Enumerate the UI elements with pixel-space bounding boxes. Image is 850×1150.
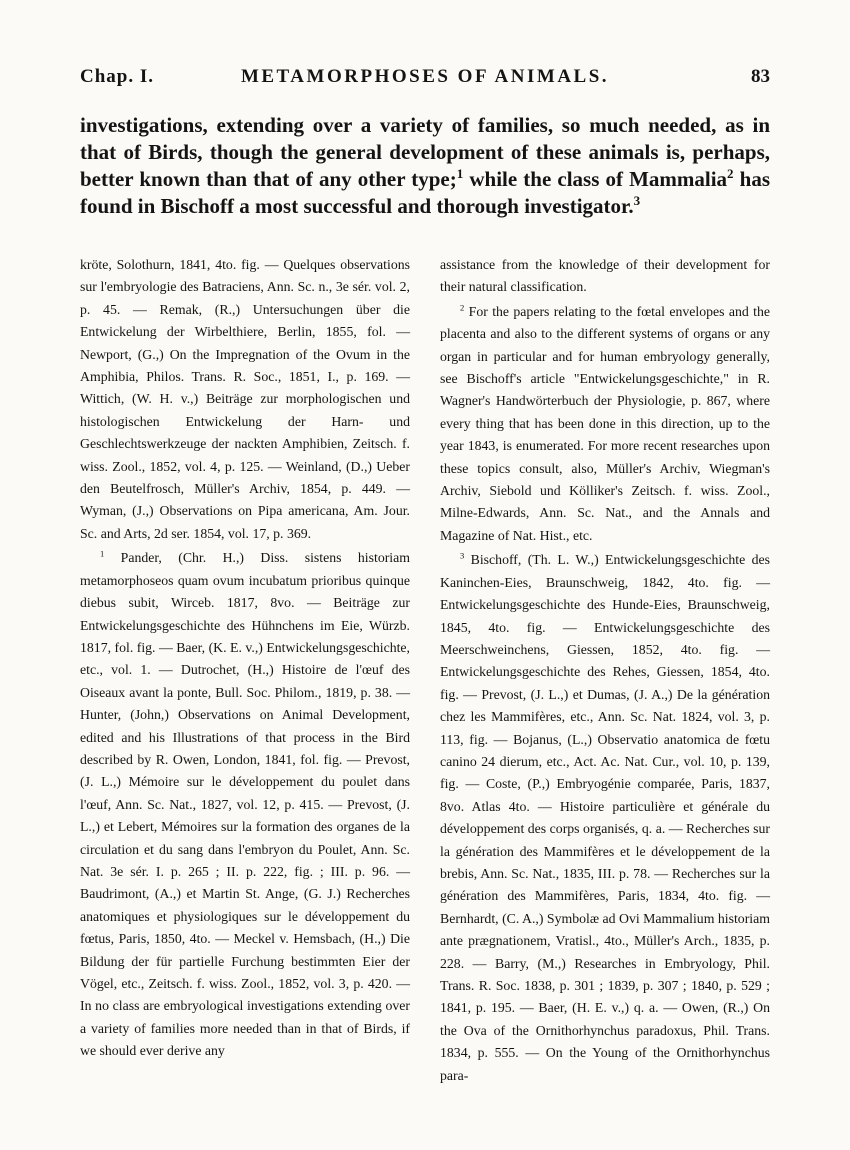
page-title: METAMORPHOSES OF ANIMALS. [240, 66, 610, 87]
running-header [80, 66, 770, 96]
main-text-part3: has found in Bischoff a most successful and thorough investigator. [80, 167, 771, 218]
footnote-continuation-left: kröte, Solothurn, 1841, 4to. fig. — Quelques observations sur l'embryologie des Batraciens, Ann. Sc. n., 3e sér. vol. 2, p. 45. — Remak, (R.,) Untersuchungen über die Entwickelung der Wirbelthiere, Berlin, 1855, fol. — Newport, (G.,) On the Impregnation of the Ovum in the Amphibia, Philos. Trans. R. Soc., 1851, I., p. 169. — Wittich, (W. H. v.,) Beiträge zur morphologischen und histologischen Entwickelung der Harn- und Geschlechtswerkzeuge der nackten Amphibien, Zeitsch. f. wiss. Zool., 1852, vol. 4, p. 125. — Weinland, (D.,) Ueber den Beutelfrosch, Müller's Archiv, 1854, p. 449. — Wyman, (J.,) Observations on Pipa americana, Am. Jour. Sc. and Arts, 2d ser. 1854, vol. 17, p. 369. [80, 257, 410, 541]
main-text-part1: investigations, extending over a variety of families, so much needed, as in that of Birds, though the general development of these animals is, perhaps, better known than that of any other type; [80, 113, 770, 191]
footnotes-left-column [80, 254, 410, 1063]
footnote-continuation-right: assistance from the knowledge of their development for their natural classification. [440, 257, 770, 295]
footnote-3-text: Bischoff, (Th. L. W.,) Entwickelungsgeschichte des Kaninchen-Eies, Braunschweig, 1842, 4to. fig. — Entwickelungsgeschichte des Hunde-Eies, Braunschweig, 1845, 4to. fig. — Entwickelungsgeschichte des Meerschweinchens, Giessen, 1852, 4to. fig. — Entwickelungsgeschichte des Rehes, Giessen, 1854, 4to. fig. — Prevost, (J. L.,) et Dumas, (J. A.,) De la génération chez les Mammifères, etc., Ann. Sc. Nat. 1824, vol. 3, p. 113, fig. — Bojanus, (L.,) Observatio anatomica de fœtu canino 24 dierum, etc., Act. Ac. Nat. Cur., vol. 10, p. 139, fig. — Coste, (P.,) Embryogénie comparée, Paris, 1837, 8vo. Atlas 4to. — Histoire particulière et générale du développement des corps organisés, q. a. — Recherches sur la génération des Mammifères et le développement de la brebis, Ann. Sc. Nat., 1835, III. p. 78. — Recherches sur la génération des Mammifères, Paris, 1834, 4to. fig. — Bernhardt, (C. A.,) Symbolæ ad Ovi Mammalium historiam ante prægnationem, Vratisl., 4to., Müller's Arch., 1835, p. 228. — Barry, (M.,) Researches in Embryology, Phil. Trans. R. Soc. 1838, p. 301 ; 1839, p. 307 ; 1840, p. 529 ; 1841, p. 195. — Baer, (H. E. v.,) q. a. — Owen, (R.,) On the Ova of the Ornithorhynchus paradoxus, Phil. Trans. 1834, p. 555. — On the Young of the Ornithorhynchus para- [440, 552, 770, 1083]
footnote-1-text: Pander, (Chr. H.,) Diss. sistens historiam metamorphoseos quam ovum incubatum prioribus quinque diebus subit, Wirceb. 1817, 8vo. — Beiträge zur Entwickelungsgeschichte des Hühnchens im Eie, Würzb. 1817, fol. fig. — Baer, (K. E. v.,) Entwickelungsgeschichte, etc., vol. 1. — Dutrochet, (H.,) Histoire de l'œuf des Oiseaux avant la ponte, Bull. Soc. Philom., 1819, p. 38. — Hunter, (John,) Observations on Animal Development, edited and his Illustrations of that process in the Bird described by R. Owen, London, 1841, fol. fig. — Prevost, (J. L.,) Mémoire sur le développement du poulet dans l'œuf, Ann. Sc. Nat., 1827, vol. 12, p. 415. — Prevost, (J. L.,) et Lebert, Mémoires sur la formation des organes de la circulation et du sang dans l'embryon du Poulet, Ann. Sc. Nat. 3e sér. I. p. 265 ; II. p. 222, fig. ; III. p. 96. — Baudrimont, (A.,) et Martin St. Ange, (G. J.) Recherches anatomiques et physiologiques sur le développement du fœtus, Paris, 1850, 4to. — Meckel v. Hemsbach, (H.,) Die Bildung der für partielle Furchung bestimmten Eier der Vögel, etc., Zeitsch. f. wiss. Zool., 1852, vol. 3, p. 420. — In no class are embryological investigations extending over a variety of families more needed than in that of Birds, if we should ever derive any [80, 550, 410, 1059]
footnote-3-marker: 3 [460, 550, 465, 561]
footnote-2-text: For the papers relating to the fœtal envelopes and the placenta and also to the different systems of organs or any organ in particular and for human embryology generally, see Bischoff's article "Entwickelungsgeschichte," in R. Wagner's Handwörterbuch der Physiologie, p. 867, where every thing that has been done in this direction, up to the year 1843, is enumerated. For more recent researches upon these topics consult, also, Müller's Archiv, Wiegman's Archiv, Siebold und Kölliker's Zeitsch. f. wiss. Zool., Milne-Edwards, Ann. Sc. Nat., and the Annals and Magazine of Nat. Hist., etc. [440, 303, 771, 543]
chapter-label: Chap. I. [80, 66, 154, 87]
footnotes-right-column [440, 254, 770, 1087]
footnote-2 [440, 301, 770, 547]
footnote-ref-1: 1 [456, 166, 464, 181]
footnote-ref-2: 2 [727, 166, 734, 181]
footnote-ref-3: 3 [633, 193, 641, 208]
footnote-3 [440, 549, 770, 1087]
footnote-1 [80, 547, 410, 1062]
footnote-1-marker: 1 [100, 548, 105, 559]
footnote-2-marker: 2 [460, 302, 465, 313]
page-number: 83 [751, 66, 770, 87]
main-text [80, 112, 770, 220]
main-text-part2: while the class of Mammalia [463, 167, 728, 191]
